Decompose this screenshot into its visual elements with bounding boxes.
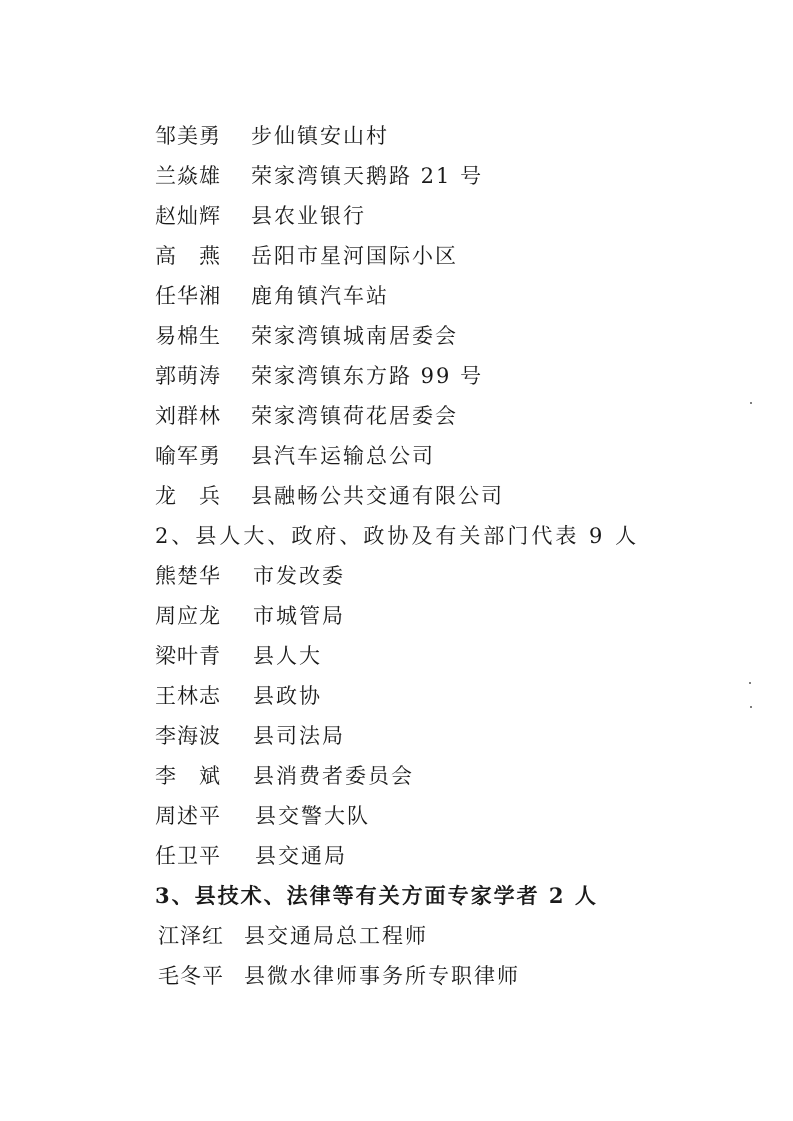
- person-affiliation: 县农业银行: [251, 204, 366, 228]
- section-heading: 2、县人大、政府、政协及有关部门代表 9 人: [155, 524, 640, 548]
- person-affiliation: 荣家湾镇城南居委会: [251, 324, 458, 348]
- person-name: 刘群林: [155, 404, 221, 428]
- person-name: 熊楚华: [155, 564, 221, 588]
- person-name: 高 燕: [155, 244, 221, 268]
- person-name: 梁叶青: [155, 644, 221, 668]
- person-name: 兰焱雄: [155, 164, 221, 188]
- person-name: 王林志: [155, 684, 221, 708]
- person-name: 龙 兵: [155, 484, 221, 508]
- person-affiliation: 县交通局总工程师: [244, 924, 428, 948]
- person-affiliation: 县人大: [253, 644, 322, 668]
- person-affiliation: 县消费者委员会: [253, 764, 414, 788]
- person-affiliation: 荣家湾镇荷花居委会: [251, 404, 458, 428]
- person-affiliation: 县政协: [253, 684, 322, 708]
- person-name: 周述平: [155, 804, 221, 828]
- person-name: 邹美勇: [155, 124, 221, 148]
- person-name: 李海波: [155, 724, 221, 748]
- person-affiliation: 县交通局: [255, 844, 347, 868]
- person-name: 郭萌涛: [155, 364, 221, 388]
- person-affiliation: 县微水律师事务所专职律师: [244, 964, 520, 988]
- person-affiliation: 鹿角镇汽车站: [251, 284, 389, 308]
- scan-speck: [750, 402, 752, 404]
- person-affiliation: 步仙镇安山村: [251, 124, 389, 148]
- person-affiliation: 荣家湾镇东方路 99 号: [251, 364, 484, 388]
- scan-speck: [749, 682, 751, 684]
- person-affiliation: 市城管局: [253, 604, 345, 628]
- person-affiliation: 县司法局: [253, 724, 345, 748]
- person-affiliation: 县汽车运输总公司: [251, 444, 435, 468]
- person-affiliation: 市发改委: [253, 564, 345, 588]
- person-affiliation: 县融畅公共交通有限公司: [251, 484, 504, 508]
- person-affiliation: 荣家湾镇天鹅路 21 号: [251, 164, 484, 188]
- section-heading: 3、县技术、法律等有关方面专家学者 2 人: [155, 883, 598, 908]
- person-name: 任华湘: [155, 284, 221, 308]
- person-name: 易棉生: [155, 324, 221, 348]
- person-affiliation: 县交警大队: [255, 804, 370, 828]
- person-name: 任卫平: [155, 844, 221, 868]
- scan-speck: [750, 706, 752, 708]
- person-name: 周应龙: [155, 604, 221, 628]
- person-name: 赵灿辉: [155, 204, 221, 228]
- person-name: 李 斌: [155, 764, 221, 788]
- person-name: 喻军勇: [155, 444, 221, 468]
- person-affiliation: 岳阳市星河国际小区: [251, 244, 458, 268]
- person-name: 毛冬平: [158, 964, 224, 988]
- person-name: 江泽红: [158, 924, 224, 948]
